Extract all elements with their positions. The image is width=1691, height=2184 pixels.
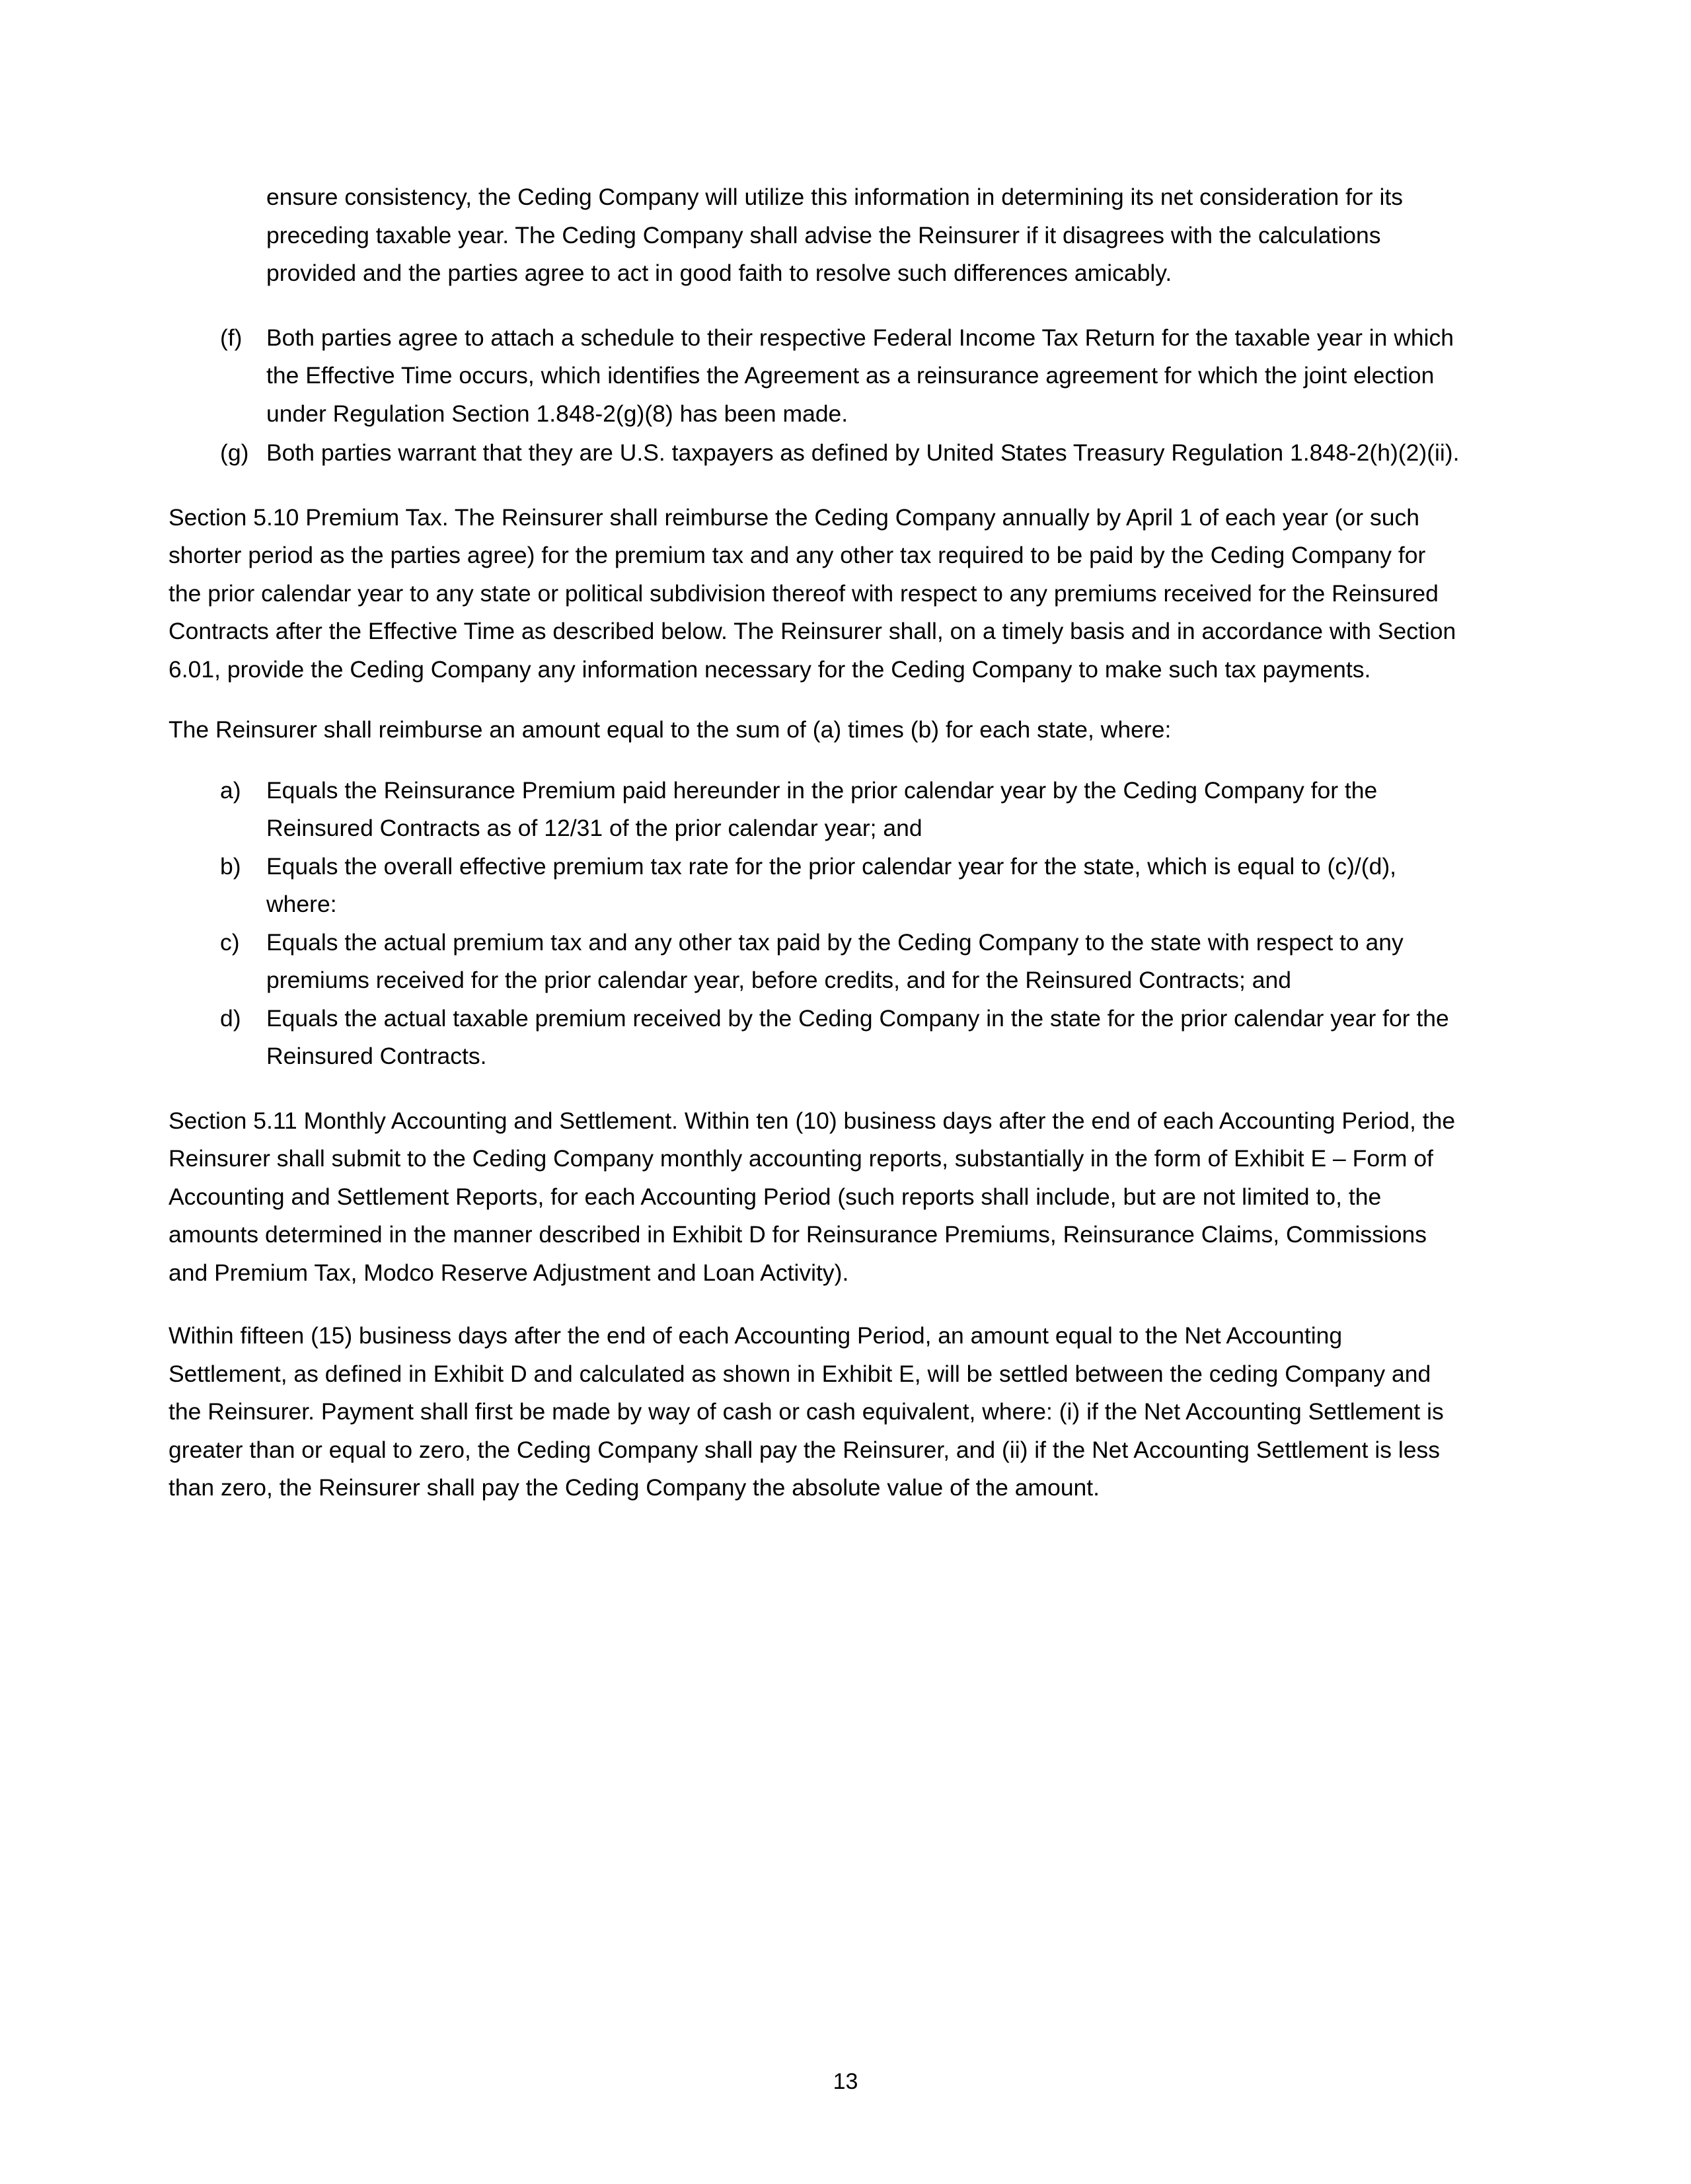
list-item-text: Equals the Reinsurance Premium paid hereunder in the prior calendar year by the Ceding Company for the Reinsured Contracts as of 12/31 of the prior calendar year; and — [266, 776, 1378, 841]
list-item — [169, 319, 1464, 433]
list-item-label: c) — [220, 928, 240, 956]
list-item — [169, 772, 1464, 848]
list-item — [169, 924, 1464, 1000]
section-5-10-lead-in: The Reinsurer shall reimburse an amount equal to the sum of (a) times (b) for each state, where: — [169, 716, 1172, 743]
tax-election-list — [169, 319, 1464, 472]
premium-tax-formula-list — [169, 772, 1464, 1076]
list-item-text: Both parties warrant that they are U.S. taxpayers as defined by United States Treasury Regulation 1.848-2(h)(2)(ii). — [266, 439, 1460, 466]
page-number: 13 — [833, 2069, 858, 2094]
list-item — [169, 848, 1464, 924]
list-item-text: Equals the actual taxable premium received by the Ceding Company in the state for the prior calendar year for the Reinsured Contracts. — [266, 1004, 1449, 1069]
list-item-text: Equals the overall effective premium tax rate for the prior calendar year for the state, which is equal to (c)/(d), where: — [266, 852, 1397, 917]
continuation-paragraph-block — [266, 178, 1464, 293]
list-item-text: Equals the actual premium tax and any other tax paid by the Ceding Company to the state with respect to any premiums received for the prior calendar year, before credits, and for the Reinsured Contracts; and — [266, 928, 1404, 993]
list-item-label: b) — [220, 852, 241, 880]
settlement-paragraph: Within fifteen (15) business days after the end of each Accounting Period, an amount equal to the Net Accounting Settlement, as defined in Exhibit D and calculated as shown in Exhibit E, will be settled between the ceding Company and the Reinsurer. Payment shall first be made by way of cash or cash equivalent, where: (i) if the Net Accounting Settlement is greater than or equal to zero, the Ceding Company shall pay the Reinsurer, and (ii) if the Net Accounting Settlement is less than zero, the Reinsurer shall pay the Ceding Company the absolute value of the amount. — [169, 1322, 1444, 1501]
list-item-text: Both parties agree to attach a schedule to their respective Federal Income Tax Return for the taxable year in which the Effective Time occurs, which identifies the Agreement as a reinsurance agreement for which the joint election under Regulation Section 1.848-2(g)(8) has been made. — [266, 324, 1454, 427]
list-item — [169, 1000, 1464, 1076]
list-item-label: a) — [220, 776, 241, 804]
section-5-10-paragraph: Section 5.10 Premium Tax. The Reinsurer shall reimburse the Ceding Company annually by April 1 of each year (or such shorter period as the parties agree) for the premium tax and any other tax required to be paid by the Ceding Company for the prior calendar year to any state or political subdivision thereof with respect to any premiums received for the Reinsured Contracts after the Effective Time as described below. The Reinsurer shall, on a timely basis and in accordance with Section 6.01, provide the Ceding Company any information necessary for the Ceding Company to make such tax payments. — [169, 504, 1456, 683]
continuation-paragraph: ensure consistency, the Ceding Company will utilize this information in determining its net consideration for its preceding taxable year. The Ceding Company shall advise the Reinsurer if it disagrees with the calculations provided and the parties agree to act in good faith to resolve such differences amicably. — [266, 184, 1403, 286]
list-item — [169, 434, 1464, 472]
page-content — [169, 178, 1464, 1507]
list-item-label: (g) — [220, 439, 249, 466]
section-5-11-paragraph: Section 5.11 Monthly Accounting and Settlement. Within ten (10) business days after the end of each Accounting Period, the Reinsurer shall submit to the Ceding Company monthly accounting reports, substantially in the form of Exhibit E – Form of Accounting and Settlement Reports, for each Accounting Period (such reports shall include, but are not limited to, the amounts determined in the manner described in Exhibit D for Reinsurance Premiums, Reinsurance Claims, Commissions and Premium Tax, Modco Reserve Adjustment and Loan Activity). — [169, 1107, 1456, 1286]
list-item-label: d) — [220, 1004, 241, 1032]
list-item-label: (f) — [220, 324, 243, 351]
